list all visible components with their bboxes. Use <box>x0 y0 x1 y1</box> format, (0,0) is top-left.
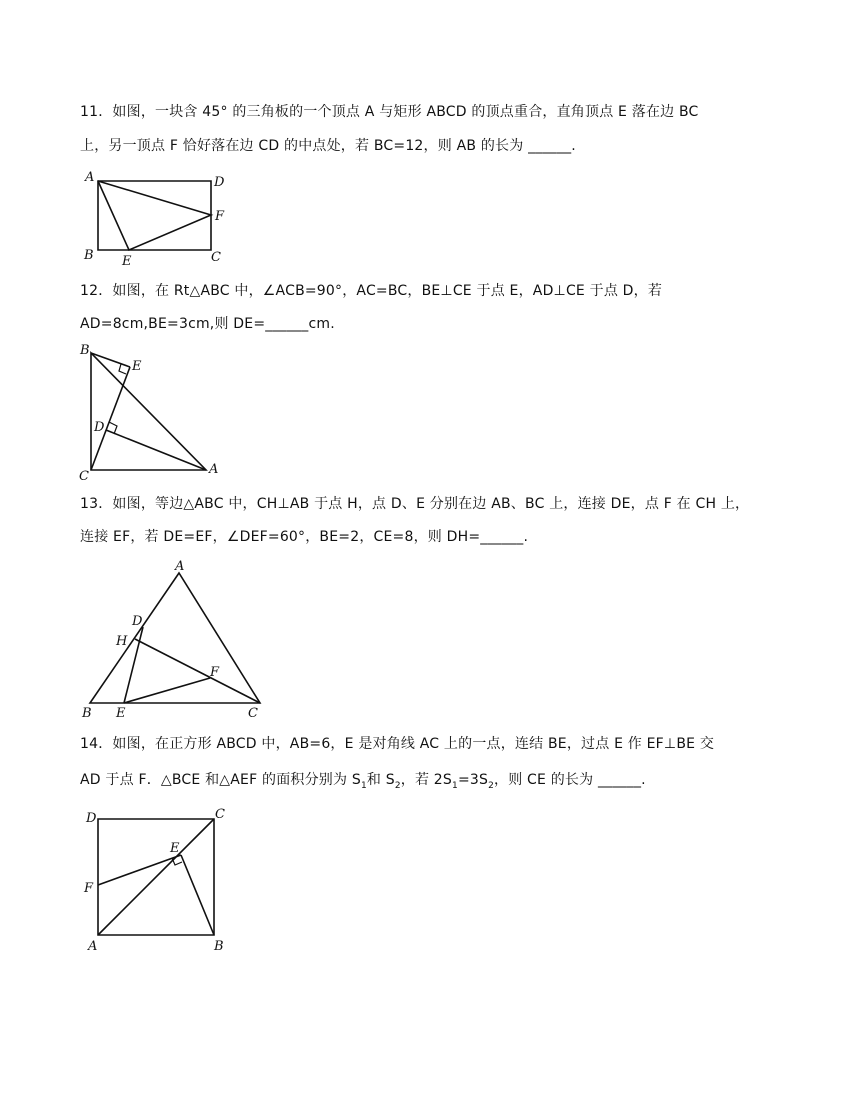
line-2-part-c: ，若 2S <box>400 772 452 788</box>
label-D: D <box>94 420 105 435</box>
figure-11-rectangle <box>78 168 238 268</box>
segment-CH <box>135 639 260 703</box>
label-D: D <box>86 811 97 826</box>
label-B: B <box>80 343 90 358</box>
problem-13-line-2: 连接 EF，若 DE=EF，∠DEF=60°，BE=2，CE=8，则 DH=______. <box>80 529 529 545</box>
label-F: F <box>210 665 220 680</box>
label-B: B <box>82 706 92 721</box>
segment-CE <box>91 367 130 470</box>
diagonal-AC <box>98 819 214 935</box>
label-D: D <box>214 175 225 190</box>
label-B: B <box>84 248 94 263</box>
segment-EF <box>98 855 181 885</box>
problem-13-line-1: 13．如图，等边△ABC 中，CH⊥AB 于点 H，点 D、E 分别在边 AB、BC 上，连接 DE，点 F 在 CH 上， <box>80 496 750 512</box>
figure-14-square <box>78 802 238 957</box>
label-C: C <box>215 807 225 822</box>
figure-12-right-triangle <box>76 340 236 485</box>
label-E: E <box>122 254 132 268</box>
label-A: A <box>88 939 98 954</box>
segment-AD <box>106 430 206 470</box>
label-C: C <box>79 469 89 484</box>
label-E: E <box>132 359 142 374</box>
figure-13-equilateral-triangle <box>76 555 276 725</box>
triangle-AEF <box>98 181 211 250</box>
line-2-part-b: 和 S <box>366 772 395 788</box>
problem-14-line-1: 14．如图，在正方形 ABCD 中，AB=6，E 是对角线 AC 上的一点，连结 BE，过点 E 作 EF⊥BE 交 <box>80 736 715 752</box>
label-D: D <box>132 614 143 629</box>
label-F: F <box>84 881 94 896</box>
label-C: C <box>211 250 221 265</box>
label-E: E <box>116 706 126 721</box>
label-H: H <box>116 634 128 649</box>
problem-11-line-1: 11．如图，一块含 45° 的三角板的一个顶点 A 与矩形 ABCD 的顶点重合，直角顶点 E 落在边 BC <box>80 104 699 120</box>
subscript-3: 1 <box>452 780 458 791</box>
line-2-part-a: AD 于点 F．△BCE 和△AEF 的面积分别为 S <box>80 772 361 788</box>
label-C: C <box>248 706 258 721</box>
label-A: A <box>85 170 95 185</box>
line-2-part-e: ，则 CE 的长为 ______. <box>494 772 646 788</box>
problem-12-line-2: AD=8cm,BE=3cm,则 DE=______cm. <box>80 316 335 332</box>
label-E: E <box>170 841 180 856</box>
problem-12-line-1: 12．如图，在 Rt△ABC 中，∠ACB=90°，AC=BC，BE⊥CE 于点 E，AD⊥CE 于点 D，若 <box>80 283 663 299</box>
subscript-2: 2 <box>394 780 401 791</box>
label-A: A <box>175 559 185 574</box>
subscript-1: 1 <box>360 780 367 791</box>
segment-BE <box>181 855 214 935</box>
line-2-part-d: =3S <box>457 772 489 788</box>
problem-11-line-2: 上，另一顶点 F 恰好落在边 CD 的中点处，若 BC=12，则 AB 的长为 ______. <box>80 138 576 154</box>
label-B: B <box>214 939 224 954</box>
label-A: A <box>209 462 219 477</box>
triangle-ABC <box>91 353 206 470</box>
subscript-4: 2 <box>488 780 494 791</box>
problem-14-line-2 <box>80 770 646 796</box>
label-F: F <box>215 209 225 224</box>
segment-EF <box>124 678 210 703</box>
